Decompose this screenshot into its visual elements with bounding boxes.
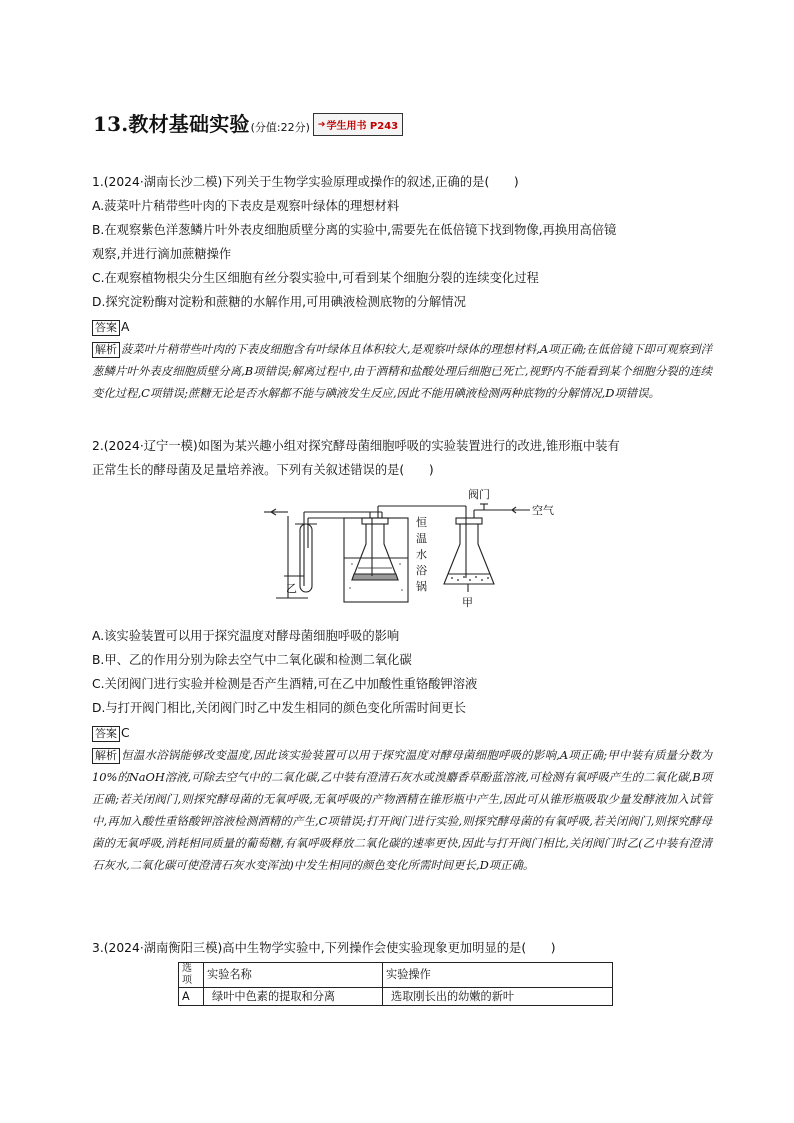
q1-explanation-text: 菠菜叶片稍带些叶肉的下表皮细胞含有叶绿体且体积较大,是观察叶绿体的理想材料,A项正确;在低倍镜下即可观察到洋葱鳞片叶外表皮细胞质壁分离,B项错误;解离过程中,由于酒精和盐酸处理后细胞已死亡,视野内不能看到某个细胞分裂的连续变化过程,C项错误;蔗糖无论是否水解都不能与碘液发生反应,因此不能用碘液检测两种底物的分解情况,D项错误。 — [92, 342, 712, 400]
q2-option-d: D.与打开阀门相比,关闭阀门时乙中发生相同的颜色变化所需时间更长 — [92, 701, 466, 715]
question-2 — [92, 434, 712, 482]
q3-options-table — [178, 962, 613, 1006]
bath-label-3: 水 — [416, 548, 427, 561]
table-header-operation: 实验操作 — [383, 963, 613, 988]
explain-tag: 解析 — [92, 748, 120, 764]
table-header-name: 实验名称 — [204, 963, 383, 988]
explain-tag: 解析 — [92, 342, 120, 358]
student-book-link[interactable] — [313, 113, 403, 136]
q2-option-c: C.关闭阀门进行实验并检测是否产生酒精,可在乙中加酸性重铬酸钾溶液 — [92, 677, 478, 691]
tube-yi-label: 乙 — [286, 582, 297, 595]
yeast-respiration-apparatus-diagram — [262, 488, 562, 610]
q2-stem-line1: 2.(2024·辽宁一模)如图为某兴趣小组对探究酵母菌细胞呼吸的实验装置进行的改进,锥形瓶中装有 — [92, 439, 620, 453]
q1-option-b-cont: 观察,并进行滴加蔗糖操作 — [92, 247, 232, 261]
q1-answer-row — [92, 316, 712, 338]
q1-stem: 1.(2024·湖南长沙二模)下列关于生物学实验原理或操作的叙述,正确的是( ) — [92, 175, 519, 189]
q2-answer-row — [92, 722, 712, 744]
q2-explanation-text: 恒温水浴锅能够改变温度,因此该实验装置可以用于探究温度对酵母菌细胞呼吸的影响,A项正确;甲中装有质量分数为10%的NaOH溶液,可除去空气中的二氧化碳,乙中装有澄清石灰水或溴麝香草酚蓝溶液,可检测有氧呼吸产生的二氧化碳,B项正确;若关闭阀门,则探究酵母菌的无氧呼吸,无氧呼吸的产物酒精在锥形瓶中产生,因此可从锥形瓶吸取少量发酵液加入试管中,再加入酸性重铬酸钾溶液检测酒精的产生,C项错误;打开阀门进行实验,则探究酵母菌的有氧呼吸,若关闭阀门,则探究酵母菌的无氧呼吸,消耗相同质量的葡萄糖,有氧呼吸释放二氧化碳的速率更快,因此与打开阀门相比,关闭阀门时乙(乙中装有澄清石灰水,二氧化碳可使澄清石灰水变浑浊)中发生相同的颜色变化所需时间更长,D项正确。 — [92, 748, 712, 872]
bath-label-4: 浴 — [416, 564, 427, 577]
bath-label-1: 恒 — [416, 516, 427, 529]
arrow-right-icon: ➔ — [317, 119, 326, 130]
q1-option-a: A.菠菜叶片稍带些叶肉的下表皮是观察叶绿体的理想材料 — [92, 199, 400, 213]
valve-label: 阀门 — [468, 488, 490, 501]
table-header-row — [179, 963, 613, 988]
answer-tag: 答案 — [92, 320, 120, 336]
q2-answer: C — [121, 726, 130, 740]
student-book-label: 学生用书 P243 — [326, 121, 399, 132]
q1-answer: A — [121, 320, 130, 334]
bath-label-5: 锅 — [416, 580, 427, 593]
section-title: 13.教材基础实验 — [93, 112, 250, 136]
q2-option-b: B.甲、乙的作用分别为除去空气中二氧化碳和检测二氧化碳 — [92, 653, 412, 667]
air-label: 空气 — [532, 504, 554, 517]
table-cell-name: 绿叶中色素的提取和分离 — [204, 988, 383, 1006]
answer-tag: 答案 — [92, 726, 120, 742]
flask-jia-label: 甲 — [462, 596, 473, 609]
question-1 — [92, 170, 712, 404]
q2-explanation — [92, 744, 712, 876]
q2-stem-line2: 正常生长的酵母菌及足量培养液。下列有关叙述错误的是( ) — [92, 463, 434, 477]
q1-option-d: D.探究淀粉酶对淀粉和蔗糖的水解作用,可用碘液检测底物的分解情况 — [92, 295, 466, 309]
q1-option-c: C.在观察植物根尖分生区细胞有丝分裂实验中,可看到某个细胞分裂的连续变化过程 — [92, 271, 539, 285]
table-cell-option: A — [179, 988, 204, 1006]
score-note: (分值:22分) — [250, 121, 310, 134]
table-cell-operation: 选取刚长出的幼嫩的新叶 — [383, 988, 613, 1006]
q2-option-a: A.该实验装置可以用于探究温度对酵母菌细胞呼吸的影响 — [92, 629, 400, 643]
q1-explanation — [92, 338, 712, 404]
section-header — [93, 108, 403, 137]
table-row — [179, 988, 613, 1006]
q1-option-b: B.在观察紫色洋葱鳞片叶外表皮细胞质壁分离的实验中,需要先在低倍镜下找到物像,再换用高倍镜 — [92, 223, 617, 237]
bath-label-2: 温 — [416, 532, 427, 545]
question-3 — [92, 936, 712, 960]
q3-stem: 3.(2024·湖南衡阳三模)高中生物学实验中,下列操作会使实验现象更加明显的是( ) — [92, 941, 556, 955]
question-2-options — [92, 624, 712, 876]
table-header-option: 选项 — [179, 963, 204, 988]
